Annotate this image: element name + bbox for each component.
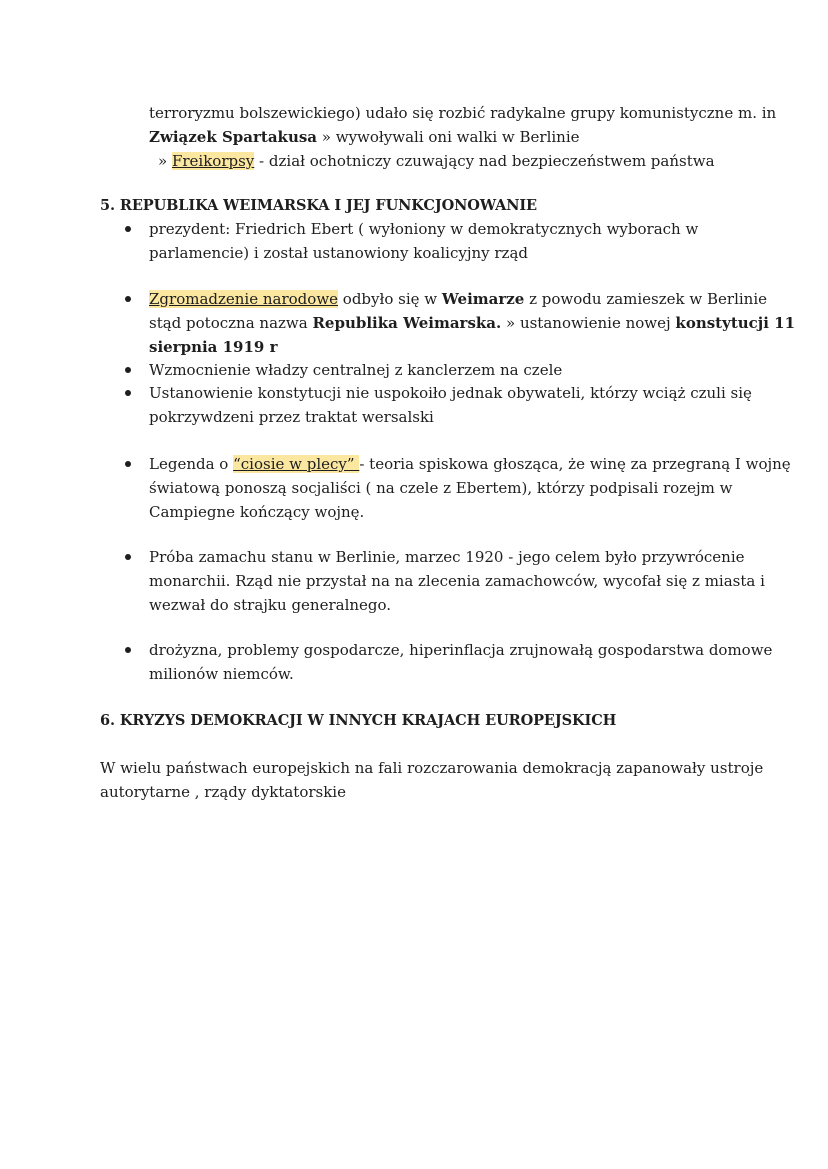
b2-text-c: stąd potoczna nazwa [149, 314, 313, 332]
republika-bold: Republika Weimarska. [312, 314, 502, 332]
list-item [125, 638, 772, 686]
b2-text-a: odbyło się w [338, 290, 442, 308]
bullet-icon [125, 226, 131, 232]
s6-line-2: autorytarne , rządy dyktatorskie [100, 783, 346, 801]
b4-line-1: Ustanowienie konstytucji nie uspokoiło jednak obywateli, którzy wciąż czuli się [149, 384, 752, 402]
intro-text-3: - dział ochotniczy czuwający nad bezpieczeństwem państwa [254, 152, 715, 170]
section-5-heading-text: 5. REPUBLIKA WEIMARSKA I JEJ FUNKCJONOWANIE [100, 197, 538, 214]
b2-line-3 [149, 335, 795, 359]
konstytucja-bold: konstytucji 11 [675, 314, 796, 332]
bullet-icon [125, 296, 131, 302]
intro-line-2 [149, 125, 789, 149]
intro-text-2: » wywoływali oni walki w Berlinie [317, 128, 580, 146]
b5-text-a: Legenda o [149, 455, 234, 473]
b5-text-b: - teoria spiskowa głosząca, że winę za przegraną I wojnę [359, 455, 791, 473]
section-6-heading [100, 709, 616, 733]
bullet-icon [125, 554, 131, 560]
cios-highlight: “ciosie w plecy” [233, 455, 360, 473]
b7-line-1: drożyzna, problemy gospodarcze, hiperinflacja zrujnowałą gospodarstwa domowe [149, 641, 773, 659]
section-5-heading [100, 194, 537, 218]
intro-block [149, 101, 789, 173]
b7-line-2: milionów niemców. [149, 665, 294, 683]
date-bold: sierpnia 1919 r [149, 338, 278, 356]
b5-line-3: Campiegne kończący wojnę. [149, 503, 365, 521]
b4-line-2: pokrzywdzeni przez traktat wersalski [149, 408, 434, 426]
zgromadzenie-highlight: Zgromadzenie narodowe [149, 290, 339, 308]
b6-line-1: Próba zamachu stanu w Berlinie, marzec 1920 - jego celem było przywrócenie [149, 548, 745, 566]
b1-line-2: parlamencie) i został ustanowiony koalicyjny rząd [149, 244, 529, 262]
b3-line-1: Wzmocnienie władzy centralnej z kanclerzem na czele [149, 361, 563, 379]
section-6-paragraph [100, 756, 780, 804]
list-item [125, 452, 791, 524]
list-item [125, 545, 765, 617]
list-item [125, 217, 698, 265]
list-item [125, 381, 752, 429]
b2-line-2 [149, 311, 795, 335]
b6-line-2: monarchii. Rząd nie przystał na na zlecenia zamachowców, wycofał się z miasta i [149, 572, 765, 590]
bullet-icon [125, 647, 131, 653]
b5-line-2: światową ponoszą socjaliści ( na czele z Ebertem), którzy podpisali rozejm w [149, 479, 733, 497]
b2-text-d: » ustanowienie nowej [501, 314, 676, 332]
bullet-icon [125, 390, 131, 396]
list-item [125, 287, 795, 359]
b5-line-1 [149, 452, 791, 476]
list-item [125, 358, 562, 382]
arrow-prefix: » [158, 152, 172, 170]
b2-line-1 [149, 287, 795, 311]
section-6-heading-text: 6. KRYZYS DEMOKRACJI W INNYCH KRAJACH EUROPEJSKICH [100, 712, 617, 729]
b2-text-b: z powodu zamieszek w Berlinie [524, 290, 768, 308]
s6-line-1: W wielu państwach europejskich na fali rozczarowania demokracją zapanowały ustroje [100, 759, 764, 777]
spartakus-bold: Związek Spartakusa [149, 128, 318, 146]
bullet-icon [125, 461, 131, 467]
intro-line-3 [149, 149, 789, 173]
weimar-bold: Weimarze [441, 290, 525, 308]
b6-line-3: wezwał do strajku generalnego. [149, 596, 392, 614]
intro-line-1 [149, 101, 789, 125]
freikorpsy-highlight: Freikorpsy [171, 152, 255, 170]
intro-text-1: terroryzmu bolszewickiego) udało się rozbić radykalne grupy komunistyczne m. in [149, 104, 777, 122]
bullet-icon [125, 367, 131, 373]
b1-line-1: prezydent: Friedrich Ebert ( wyłoniony w demokratycznych wyborach w [149, 220, 699, 238]
